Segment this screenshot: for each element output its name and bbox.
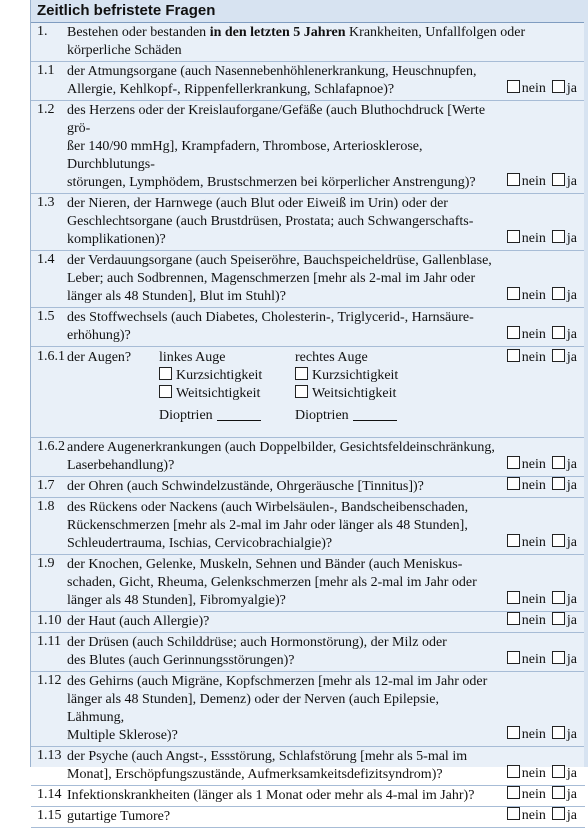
question-line: der Knochen, Gelenke, Muskeln, Sehnen und Bänder (auch Meniskus- xyxy=(67,557,463,572)
right-eye-column xyxy=(295,349,398,425)
yes-checkbox[interactable] xyxy=(552,612,565,625)
no-label: nein xyxy=(521,350,546,365)
dioptrien-label: Dioptrien xyxy=(159,408,213,423)
yes-checkbox[interactable] xyxy=(552,534,565,547)
question-row xyxy=(31,194,585,251)
question-number: 1. xyxy=(37,24,48,39)
question-line: länger als 48 Stunden], Blut im Stuhl)? xyxy=(67,289,286,304)
question-text xyxy=(67,499,497,553)
question-number: 1.12 xyxy=(37,673,62,688)
question-row xyxy=(31,251,585,308)
yes-checkbox[interactable] xyxy=(552,349,565,362)
question-line: der Drüsen (auch Schilddrüse; auch Hormonstörung), der Milz oder xyxy=(67,635,447,650)
question-line: störungen, Lymphödem, Brustschmerzen bei körperlicher Anstrengung)? xyxy=(67,175,476,190)
question-row xyxy=(31,633,585,672)
question-line: der Ohren (auch Schwindelzustände, Ohrgeräusche [Tinnitus])? xyxy=(67,479,424,494)
yes-checkbox[interactable] xyxy=(552,80,565,93)
dioptrien-label: Dioptrien xyxy=(295,408,349,423)
question-text xyxy=(67,478,497,496)
question-line: erhöhung)? xyxy=(67,328,131,343)
no-checkbox[interactable] xyxy=(507,726,520,739)
yes-checkbox[interactable] xyxy=(552,173,565,186)
checkbox[interactable] xyxy=(295,385,308,398)
question-number: 1.10 xyxy=(37,613,62,628)
question-text xyxy=(67,439,497,475)
question-text xyxy=(67,787,497,805)
question-row xyxy=(31,101,585,194)
no-checkbox[interactable] xyxy=(507,591,520,604)
no-label: nein xyxy=(521,808,546,823)
no-label: nein xyxy=(521,766,546,781)
left-eye-column xyxy=(159,349,262,425)
checkbox[interactable] xyxy=(159,367,172,380)
no-checkbox[interactable] xyxy=(507,230,520,243)
answer-choices xyxy=(501,287,577,305)
no-checkbox[interactable] xyxy=(507,326,520,339)
question-number: 1.1 xyxy=(37,63,55,78)
no-checkbox[interactable] xyxy=(507,534,520,547)
answer-choices xyxy=(501,765,577,783)
question-text xyxy=(67,556,497,610)
answer-choices xyxy=(501,534,577,552)
no-label: nein xyxy=(521,288,546,303)
yes-label: ja xyxy=(566,613,577,628)
question-line: der Haut (auch Allergie)? xyxy=(67,614,210,629)
option-label: Weitsichtigkeit xyxy=(176,386,261,401)
question-number: 1.6.2 xyxy=(37,439,65,454)
question-row xyxy=(31,308,585,347)
yes-label: ja xyxy=(566,288,577,303)
yes-label: ja xyxy=(566,478,577,493)
question-text xyxy=(67,808,497,826)
question-line: der Verdauungsorgane (auch Speiseröhre, Bauchspeicheldrüse, Gallenblase, xyxy=(67,253,492,268)
question-line: schaden, Gicht, Rheuma, Gelenkschmerzen [mehr als 2-mal im Jahr oder xyxy=(67,575,477,590)
no-label: nein xyxy=(521,231,546,246)
question-emphasis: in den letzten 5 Jahren xyxy=(209,25,346,40)
question-line: der Psyche (auch Angst-, Essstörung, Schlafstörung [mehr als 5-mal im xyxy=(67,749,468,764)
yes-checkbox[interactable] xyxy=(552,326,565,339)
question-text xyxy=(67,252,497,306)
answer-choices xyxy=(501,651,577,669)
option-label: Kurzsichtigkeit xyxy=(312,368,399,383)
checkbox[interactable] xyxy=(159,385,172,398)
question-text xyxy=(67,673,497,745)
eye-question: der Augen? xyxy=(67,350,132,365)
question-text xyxy=(67,195,497,249)
question-text xyxy=(67,748,497,784)
question-text xyxy=(67,613,497,631)
yes-label: ja xyxy=(566,535,577,550)
no-label: nein xyxy=(521,81,546,96)
yes-label: ja xyxy=(566,727,577,742)
question-number: 1.2 xyxy=(37,102,55,117)
question-text xyxy=(67,24,577,60)
answer-choices xyxy=(501,807,577,825)
question-line: des Blutes (auch Gerinnungsstörungen)? xyxy=(67,653,295,668)
option-label: Kurzsichtigkeit xyxy=(176,368,263,383)
left-eye-label: linkes Auge xyxy=(159,350,226,365)
answer-choices xyxy=(501,726,577,744)
answer-choices xyxy=(501,477,577,495)
question-number: 1.8 xyxy=(37,499,55,514)
question-number: 1.15 xyxy=(37,808,62,823)
no-checkbox[interactable] xyxy=(507,612,520,625)
right-eye-label: rechtes Auge xyxy=(295,350,368,365)
question-row xyxy=(31,477,585,498)
question-1-6-1 xyxy=(31,347,585,438)
right-eye-dioptrien[interactable] xyxy=(295,407,398,425)
yes-checkbox[interactable] xyxy=(552,651,565,664)
yes-label: ja xyxy=(566,457,577,472)
question-number: 1.11 xyxy=(37,634,61,649)
yes-label: ja xyxy=(566,174,577,189)
no-checkbox[interactable] xyxy=(507,456,520,469)
dioptrien-blank[interactable] xyxy=(353,408,397,421)
option-label: Weitsichtigkeit xyxy=(312,386,397,401)
no-label: nein xyxy=(521,613,546,628)
question-line: Leber; auch Sodbrennen, Magenschmerzen [mehr als 2-mal im Jahr oder xyxy=(67,271,476,286)
question-line: Infektionskrankheiten (länger als 1 Monat oder mehr als 4-mal im Jahr)? xyxy=(67,788,475,803)
answer-choices xyxy=(501,349,577,367)
no-label: nein xyxy=(521,174,546,189)
yes-label: ja xyxy=(566,766,577,781)
no-checkbox[interactable] xyxy=(507,651,520,664)
yes-label: ja xyxy=(566,787,577,802)
right-eye-hyperopia-option[interactable] xyxy=(295,385,398,403)
eye-grid xyxy=(31,348,585,436)
question-line: ßer 140/90 mmHg], Krampfadern, Thrombose, Arteriosklerose, Durchblutungs- xyxy=(67,139,423,172)
question-line: gutartige Tumore? xyxy=(67,809,171,824)
question-row xyxy=(31,555,585,612)
left-eye-myopia-option[interactable] xyxy=(159,367,262,385)
yes-label: ja xyxy=(566,81,577,96)
no-checkbox[interactable] xyxy=(507,807,520,820)
checkbox[interactable] xyxy=(295,367,308,380)
question-row xyxy=(31,612,585,633)
answer-choices xyxy=(501,612,577,630)
question-line: Allergie, Kehlkopf-, Rippenfellerkrankung, Schlafapnoe)? xyxy=(67,82,395,97)
question-number: 1.13 xyxy=(37,748,62,763)
section-title: Zeitlich befristete Fragen xyxy=(31,0,585,23)
no-label: nein xyxy=(521,592,546,607)
no-label: nein xyxy=(521,787,546,802)
question-line: des Stoffwechsels (auch Diabetes, Cholesterin-, Triglycerid-, Harnsäure- xyxy=(67,310,474,325)
no-label: nein xyxy=(521,652,546,667)
yes-checkbox[interactable] xyxy=(552,230,565,243)
question-line: länger als 48 Stunden], Demenz) oder der Nerven (auch Epilepsie, Lähmung, xyxy=(67,692,440,725)
left-eye-hyperopia-option[interactable] xyxy=(159,385,262,403)
no-checkbox[interactable] xyxy=(507,173,520,186)
question-line: Rückenschmerzen [mehr als 2-mal im Jahr oder länger als 48 Stunden], xyxy=(67,518,468,533)
question-line: des Gehirns (auch Migräne, Kopfschmerzen [mehr als 12-mal im Jahr oder xyxy=(67,674,488,689)
question-row xyxy=(31,498,585,555)
yes-checkbox[interactable] xyxy=(552,287,565,300)
question-text xyxy=(67,309,497,345)
right-eye-myopia-option[interactable] xyxy=(295,367,398,385)
yes-checkbox[interactable] xyxy=(552,726,565,739)
question-list-b xyxy=(31,438,585,828)
question-line: länger als 48 Stunden], Fibromyalgie)? xyxy=(67,593,286,608)
question-1-intro xyxy=(31,23,585,62)
dioptrien-blank[interactable] xyxy=(217,408,261,421)
question-line: der Atmungsorgane (auch Nasennebenhöhlenerkrankung, Heuschnupfen, xyxy=(67,64,477,79)
question-number: 1.14 xyxy=(37,787,62,802)
question-text xyxy=(67,102,497,192)
answer-choices xyxy=(501,173,577,191)
question-row xyxy=(31,672,585,747)
yes-checkbox[interactable] xyxy=(552,456,565,469)
question-row xyxy=(31,438,585,477)
question-line: der Nieren, der Harnwege (auch Blut oder Eiweiß im Urin) oder der xyxy=(67,196,448,211)
question-number: 1.7 xyxy=(37,478,55,493)
question-row xyxy=(31,786,585,807)
yes-label: ja xyxy=(566,327,577,342)
yes-label: ja xyxy=(566,808,577,823)
question-lead: Bestehen oder bestanden xyxy=(67,25,210,40)
no-checkbox[interactable] xyxy=(507,80,520,93)
question-line: des Rückens oder Nackens (auch Wirbelsäulen-, Bandscheibenschaden, xyxy=(67,500,469,515)
no-checkbox[interactable] xyxy=(507,349,520,362)
no-label: nein xyxy=(521,478,546,493)
question-number: 1.5 xyxy=(37,309,55,324)
no-label: nein xyxy=(521,727,546,742)
question-number: 1.6.1 xyxy=(37,349,65,364)
no-checkbox[interactable] xyxy=(507,786,520,799)
question-line: andere Augenerkrankungen (auch Doppelbilder, Gesichtsfeldeinschränkung, xyxy=(67,440,495,455)
yes-label: ja xyxy=(566,350,577,365)
no-label: nein xyxy=(521,457,546,472)
yes-label: ja xyxy=(566,592,577,607)
answer-choices xyxy=(501,80,577,98)
yes-label: ja xyxy=(566,652,577,667)
question-text xyxy=(67,634,497,670)
question-number: 1.9 xyxy=(37,556,55,571)
question-list-a xyxy=(31,62,585,347)
page-edge xyxy=(584,0,588,767)
question-number: 1.4 xyxy=(37,252,55,267)
health-questions-form xyxy=(30,0,585,824)
question-line: Geschlechtsorgane (auch Brustdrüsen, Prostata; auch Schwangerschafts- xyxy=(67,214,474,229)
yes-checkbox[interactable] xyxy=(552,591,565,604)
no-checkbox[interactable] xyxy=(507,477,520,490)
question-line: komplikationen)? xyxy=(67,232,166,247)
answer-choices xyxy=(501,326,577,344)
question-line: Monat], Erschöpfungszustände, Aufmerksamkeitsdefizitsyndrom)? xyxy=(67,767,443,782)
question-row xyxy=(31,62,585,101)
question-number: 1.3 xyxy=(37,195,55,210)
question-text xyxy=(67,63,497,99)
question-line: des Herzens oder der Kreislauforgane/Gefäße (auch Bluthochdruck [Werte grö- xyxy=(67,103,486,136)
yes-checkbox[interactable] xyxy=(552,807,565,820)
answer-choices xyxy=(501,591,577,609)
answer-choices xyxy=(501,230,577,248)
no-label: nein xyxy=(521,327,546,342)
yes-checkbox[interactable] xyxy=(552,786,565,799)
question-rest: Krankheiten, Unfallfolgen oder körperliche Schäden xyxy=(67,25,526,58)
question-line: Laserbehandlung)? xyxy=(67,458,175,473)
left-eye-dioptrien[interactable] xyxy=(159,407,262,425)
yes-checkbox[interactable] xyxy=(552,477,565,490)
yes-label: ja xyxy=(566,231,577,246)
question-line: Schleudertrauma, Ischias, Cervicobrachialgie)? xyxy=(67,536,333,551)
answer-choices xyxy=(501,456,577,474)
question-row xyxy=(31,807,585,828)
no-label: nein xyxy=(521,535,546,550)
no-checkbox[interactable] xyxy=(507,287,520,300)
question-line: Multiple Sklerose)? xyxy=(67,728,178,743)
answer-choices xyxy=(501,786,577,804)
